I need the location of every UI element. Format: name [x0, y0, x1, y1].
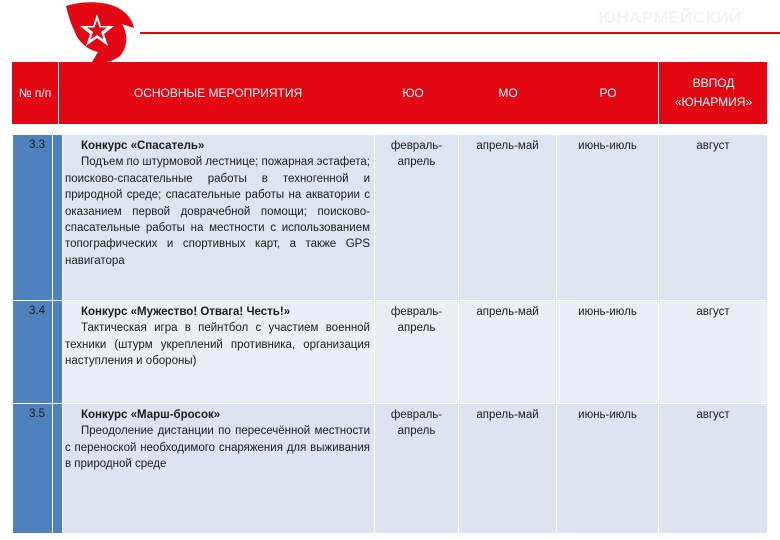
header-main-events: ОСНОВНЫЕ МЕРОПРИЯТИЯ	[133, 85, 303, 100]
vvpod-period: август	[659, 135, 768, 301]
uo-period: февраль-апрель	[375, 404, 459, 534]
event-description: Подъем по штурмовой лестнице; пожарная эстафета; поисково-спасательные работы в техногенной и природной среде; спасательные работы на акватории с оказанием первой доврачебной помощи; поисково-спасательные работы на местности с использованием топографических и спортивных карт, а также GPS навигатора	[65, 156, 370, 267]
vvpod-period: август	[659, 301, 768, 404]
event-cell	[63, 301, 375, 404]
uo-period: февраль-апрель	[375, 301, 459, 404]
row-number: 3.3	[13, 135, 53, 301]
event-cell	[63, 404, 375, 534]
ro-period: июнь-июль	[557, 135, 659, 301]
ro-period: июнь-июль	[557, 404, 659, 534]
mo-period: апрель-май	[459, 135, 557, 301]
header-mo: МО	[498, 85, 518, 100]
event-description: Тактическая игра в пейнтбол с участием военной техники (штурм укреплений противника, организация наступления и обороны)	[65, 322, 370, 368]
event-title: Конкурс «Мужество! Отвага! Честь!»	[81, 306, 291, 318]
top-divider	[140, 32, 780, 34]
mo-period: апрель-май	[459, 404, 557, 534]
event-title: Конкурс «Марш-бросок»	[81, 409, 221, 421]
table-header	[12, 62, 767, 124]
watermark-text: ЮНАРМЕЙСКИЙ	[598, 8, 742, 27]
table-row	[13, 135, 768, 301]
table-row	[13, 301, 768, 404]
event-description: Преодоление дистанции по пересечённой местности с переноской необходимого снаряжения для выживания в природной среде	[65, 425, 370, 471]
uo-period: февраль-апрель	[375, 135, 459, 301]
header-ro: РО	[599, 85, 617, 100]
yunarmiya-logo-icon	[58, 0, 136, 66]
mo-period: апрель-май	[459, 301, 557, 404]
row-number: 3.5	[13, 404, 53, 534]
header-separator	[658, 62, 659, 124]
table-row	[13, 404, 768, 534]
event-title: Конкурс «Спасатель»	[81, 140, 205, 152]
events-table	[12, 134, 768, 534]
vvpod-period: август	[659, 404, 768, 534]
header-uo: ЮО	[402, 85, 424, 100]
row-number: 3.4	[13, 301, 53, 404]
ro-period: июнь-июль	[557, 301, 659, 404]
header-vvpod: ВВПОД «ЮНАРМИЯ»	[674, 76, 753, 109]
header-num: № п/п	[12, 62, 59, 124]
event-cell	[63, 135, 375, 301]
